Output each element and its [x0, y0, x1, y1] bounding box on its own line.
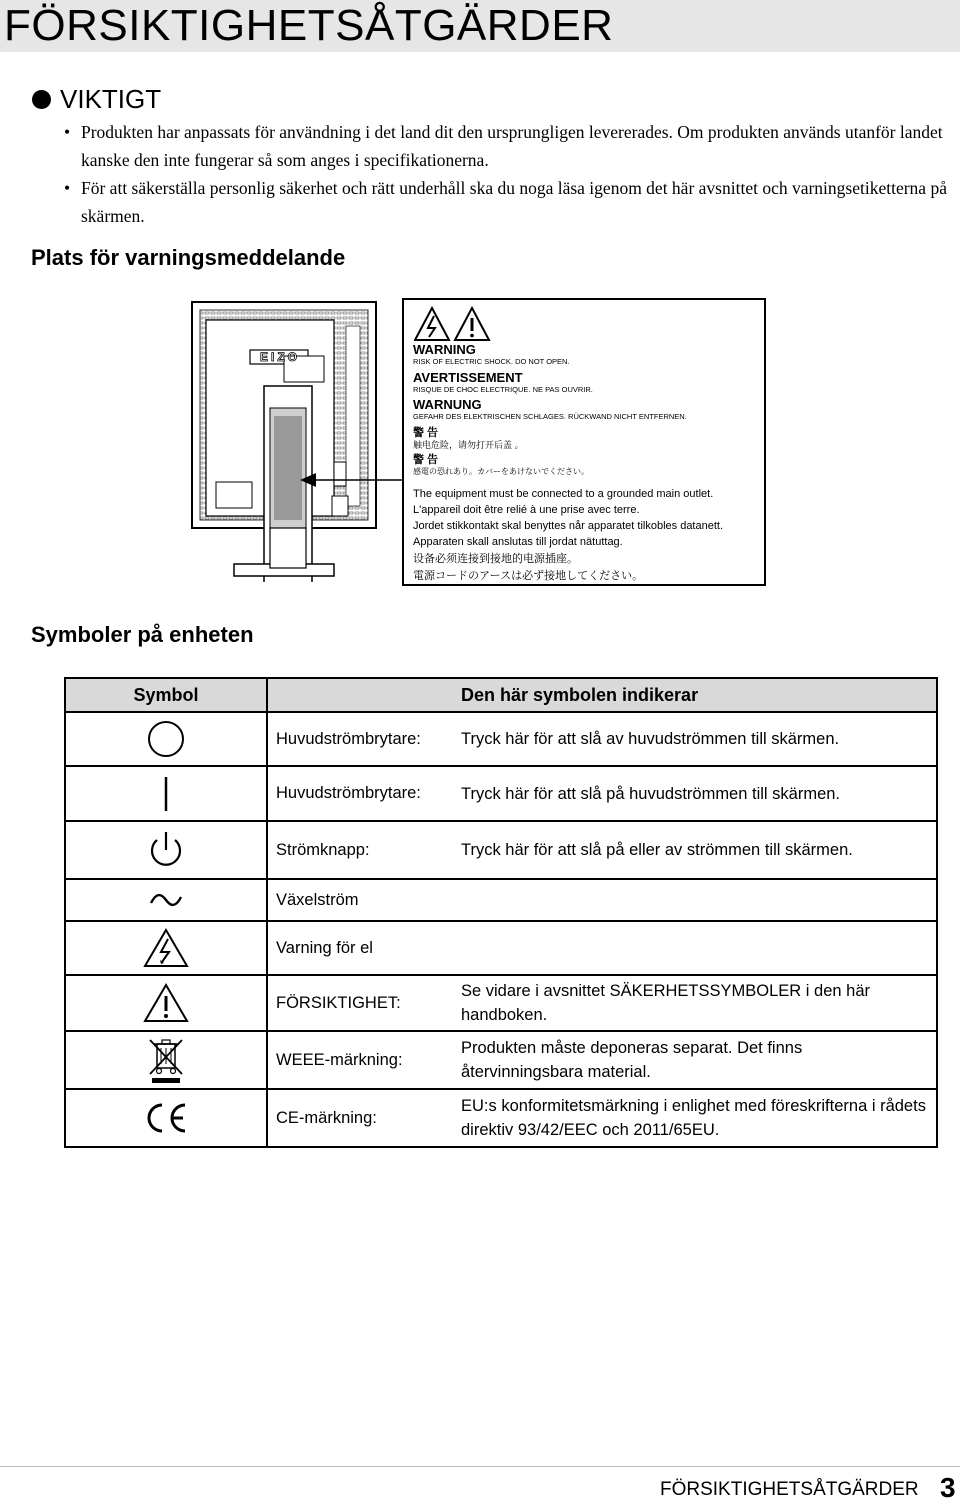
important-heading — [32, 84, 161, 114]
ce-mark-icon — [142, 1100, 190, 1136]
list-item: • Produkten har anpassats för användning i det land dit den ursprungligen levererades. Om produkten används utanför landet kanske den inte fungerar så som anges i specifikationerna. — [64, 118, 960, 174]
symbol-description: Tryck här för att slå på huvudströmmen till skärmen. — [461, 784, 841, 803]
label-line-en: The equipment must be connected to a grounded main outlet. — [413, 488, 714, 500]
pointer-arrow-icon — [296, 460, 406, 500]
power-off-circle-icon — [146, 719, 186, 759]
label-line-fr: L'appareil doit être relié à une prise avec terre. — [413, 504, 640, 516]
symbol-description: EU:s konformitetsmärkning i enlighet med föreskrifterna i rådets direktiv 93/42/EEC och 2011/65EU. — [461, 1097, 926, 1139]
table-row — [65, 1031, 937, 1089]
warning-label — [402, 298, 766, 586]
table-row — [65, 766, 937, 821]
label-warning-ja-sub: 感電の恐れあり。カバーをあけないでください。 — [413, 467, 589, 476]
symbol-cell — [65, 712, 267, 766]
symbol-cell — [65, 975, 267, 1031]
caution-icon — [143, 983, 189, 1023]
symbol-label: FÖRSIKTIGHET: — [276, 993, 401, 1012]
warning-triangle-icons — [414, 306, 494, 342]
label-warning-fr-sub: RISQUE DE CHOC ELECTRIQUE. NE PAS OUVRIR. — [413, 385, 593, 394]
power-on-bar-icon — [156, 774, 176, 814]
table-row — [65, 975, 937, 1031]
symbol-description: Produkten måste deponeras separat. Det finns återvinningsbara material. — [461, 1039, 803, 1081]
label-line-ja: 電源コードのアースは必ず接地してください。 — [413, 570, 644, 582]
column-header-meaning-text: Den här symbolen indikerar — [461, 685, 699, 705]
page-title: FÖRSIKTIGHETSÅTGÄRDER — [4, 1, 614, 50]
symbol-cell — [65, 821, 267, 879]
label-warning-ja: 警 告 — [413, 454, 439, 466]
symbol-label: Huvudströmbrytare: — [276, 729, 421, 748]
label-warning-en-sub: RISK OF ELECTRIC SHOCK. DO NOT OPEN. — [413, 357, 570, 366]
symbol-label: CE-märkning: — [276, 1108, 377, 1127]
weee-icon — [146, 1036, 186, 1084]
label-line-sv: Apparaten skall anslutas till jordat nätuttag. — [413, 536, 623, 548]
page-number: 3 — [940, 1472, 956, 1503]
symbol-description: Se vidare i avsnittet SÄKERHETSSYMBOLER i den här handboken. — [461, 982, 871, 1024]
table-header-row — [65, 678, 937, 712]
column-header-symbol: Symbol — [65, 678, 267, 712]
electric-shock-warning-icon — [143, 928, 189, 968]
label-line-no: Jordet stikkontakt skal benyttes når apparatet tilkobles datanett. — [413, 520, 724, 532]
symbol-cell — [65, 1089, 267, 1147]
label-line-zh: 设备必须连接到接地的电源插座。 — [413, 553, 578, 565]
label-warning-zh-sub: 触电危险，请勿打开后盖 。 — [413, 440, 524, 450]
table-row — [65, 821, 937, 879]
symbol-cell — [65, 921, 267, 975]
label-warning-de: WARNUNG — [413, 397, 482, 412]
symbol-label: WEEE-märkning: — [276, 1050, 403, 1069]
table-row — [65, 921, 937, 975]
symbol-label: Växelström — [276, 890, 359, 909]
symbol-description: Tryck här för att slå av huvudströmmen till skärmen. — [461, 730, 840, 748]
symbols-table — [64, 677, 938, 1148]
footer-section-title: FÖRSIKTIGHETSÅTGÄRDER — [660, 1479, 919, 1500]
warning-location-heading: Plats för varningsmeddelande — [31, 245, 346, 270]
symbol-cell — [65, 766, 267, 821]
monitor-rear-illustration — [186, 296, 382, 582]
symbol-cell — [65, 879, 267, 921]
filled-circle-icon — [32, 90, 51, 109]
column-header-meaning — [267, 678, 937, 712]
symbol-cell — [65, 1031, 267, 1089]
important-heading-text: VIKTIGT — [60, 84, 162, 114]
label-warning-zh: 警 告 — [413, 427, 439, 439]
symbols-heading: Symboler på enheten — [31, 622, 254, 647]
table-row — [65, 879, 937, 921]
label-warning-fr: AVERTISSEMENT — [413, 370, 523, 385]
symbol-label: Varning för el — [276, 938, 373, 957]
table-row — [65, 712, 937, 766]
monitor-logo: EIZO — [259, 350, 300, 364]
symbol-label: Strömknapp: — [276, 840, 370, 859]
label-warning-en: WARNING — [413, 342, 476, 357]
label-warning-de-sub: GEFAHR DES ELEKTRISCHEN SCHLAGES. RÜCKWAND NICHT ENTFERNEN. — [413, 412, 687, 421]
alternating-current-icon — [148, 890, 184, 910]
symbol-label: Huvudströmbrytare: — [276, 784, 421, 802]
symbol-description: Tryck här för att slå på eller av strömmen till skärmen. — [461, 841, 853, 859]
important-list — [64, 118, 960, 230]
list-item: • För att säkerställa personlig säkerhet och rätt underhåll ska du noga läsa igenom det här avsnittet och varningsetiketterna på skärmen. — [64, 174, 960, 230]
footer-divider — [0, 1466, 960, 1467]
table-row — [65, 1089, 937, 1147]
standby-power-icon — [146, 830, 186, 870]
